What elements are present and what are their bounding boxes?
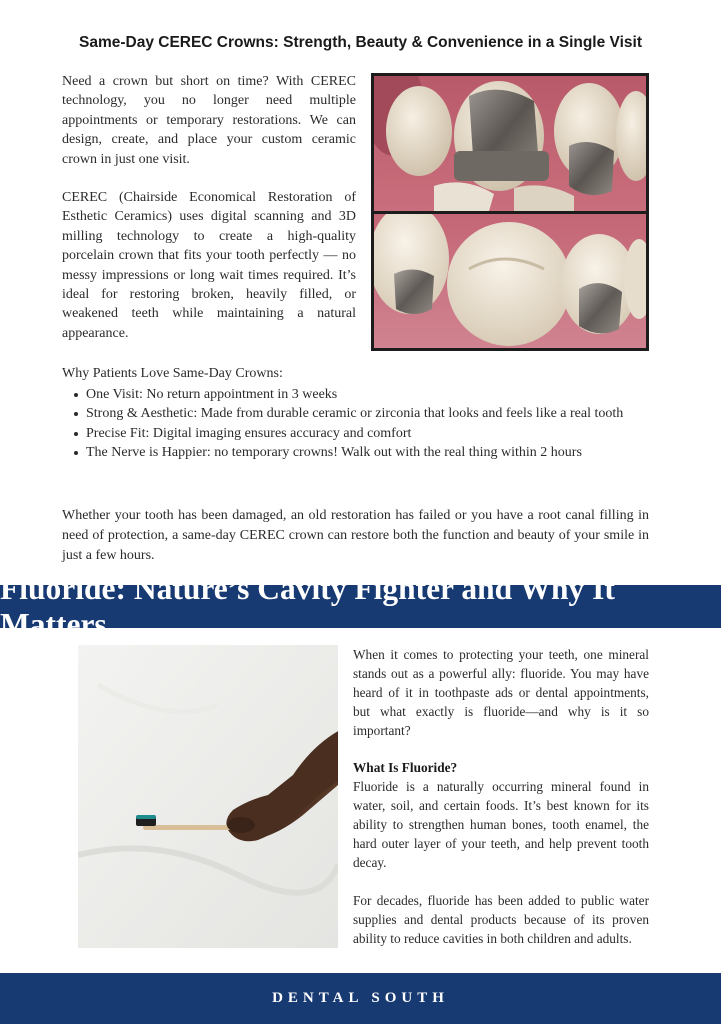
fluoride-paragraph-1: Fluoride is a naturally occurring mineral found in water, soil, and certain foods. It’s best known for its ability to strengthen human bones, tooth enamel, the hard outer layer of your teeth, and help prevent tooth decay.	[353, 779, 649, 870]
footer-bar	[0, 973, 721, 1024]
benefit-item: Precise Fit: Digital imaging ensures accuracy and comfort	[74, 424, 662, 444]
cerec-paragraph-2: CEREC (Chairside Economical Restoration of Esthetic Ceramics) uses digital scanning and 3D milling technology to create a high-quality porcelain crown that fits your tooth perfectly — no messy impressions or long wait times required. It’s ideal for restoring broken, heavily filled, or weakened teeth while maintaining a natural appearance.	[62, 190, 356, 341]
amalgam-fillings-photo	[374, 76, 646, 211]
fluoride-title: Fluoride: Nature’s Cavity Fighter and Why It Matters	[0, 570, 615, 642]
toothbrush-photo	[78, 645, 338, 948]
benefits-heading: Why Patients Love Same-Day Crowns:	[62, 366, 283, 381]
cerec-closing: Whether your tooth has been damaged, an old restoration has failed or you have a root canal filling in need of protection, a same-day CEREC crown can restore both the function and beauty of your smile in just a few hours.	[62, 508, 649, 563]
fluoride-banner	[0, 570, 721, 642]
benefit-item: The Nerve is Happier: no temporary crowns! Walk out with the real thing within 2 hours	[74, 443, 662, 463]
benefits-list	[62, 385, 662, 463]
cerec-paragraph-1: Need a crown but short on time? With CEREC technology, you no longer need multiple appointments or temporary restorations. We can design, create, and place your custom ceramic crown in just one visit.	[62, 74, 356, 167]
benefits-section	[62, 364, 662, 463]
benefit-item: One Visit: No return appointment in 3 weeks	[74, 385, 662, 405]
crown-photos-frame	[371, 73, 649, 351]
ceramic-crown-photo	[374, 214, 646, 348]
cerec-intro	[62, 72, 356, 343]
benefit-item: Strong & Aesthetic: Made from durable ceramic or zirconia that looks and feels like a real tooth	[74, 404, 662, 424]
fluoride-subheading: What Is Fluoride?	[353, 760, 458, 775]
cerec-title: Same-Day CEREC Crowns: Strength, Beauty & Convenience in a Single Visit	[78, 34, 642, 51]
fluoride-article	[353, 645, 649, 948]
fluoride-paragraph-2: For decades, fluoride has been added to public water supplies and dental products because of its proven ability to reduce cavities in both children and adults.	[353, 893, 649, 946]
footer-brand: DENTAL SOUTH	[272, 990, 449, 1006]
fluoride-intro: When it comes to protecting your teeth, one mineral stands out as a powerful ally: fluoride. You may have heard of it in toothpaste ads or dental appointments, but what exactly is fluoride—and why is it so important?	[353, 647, 649, 738]
